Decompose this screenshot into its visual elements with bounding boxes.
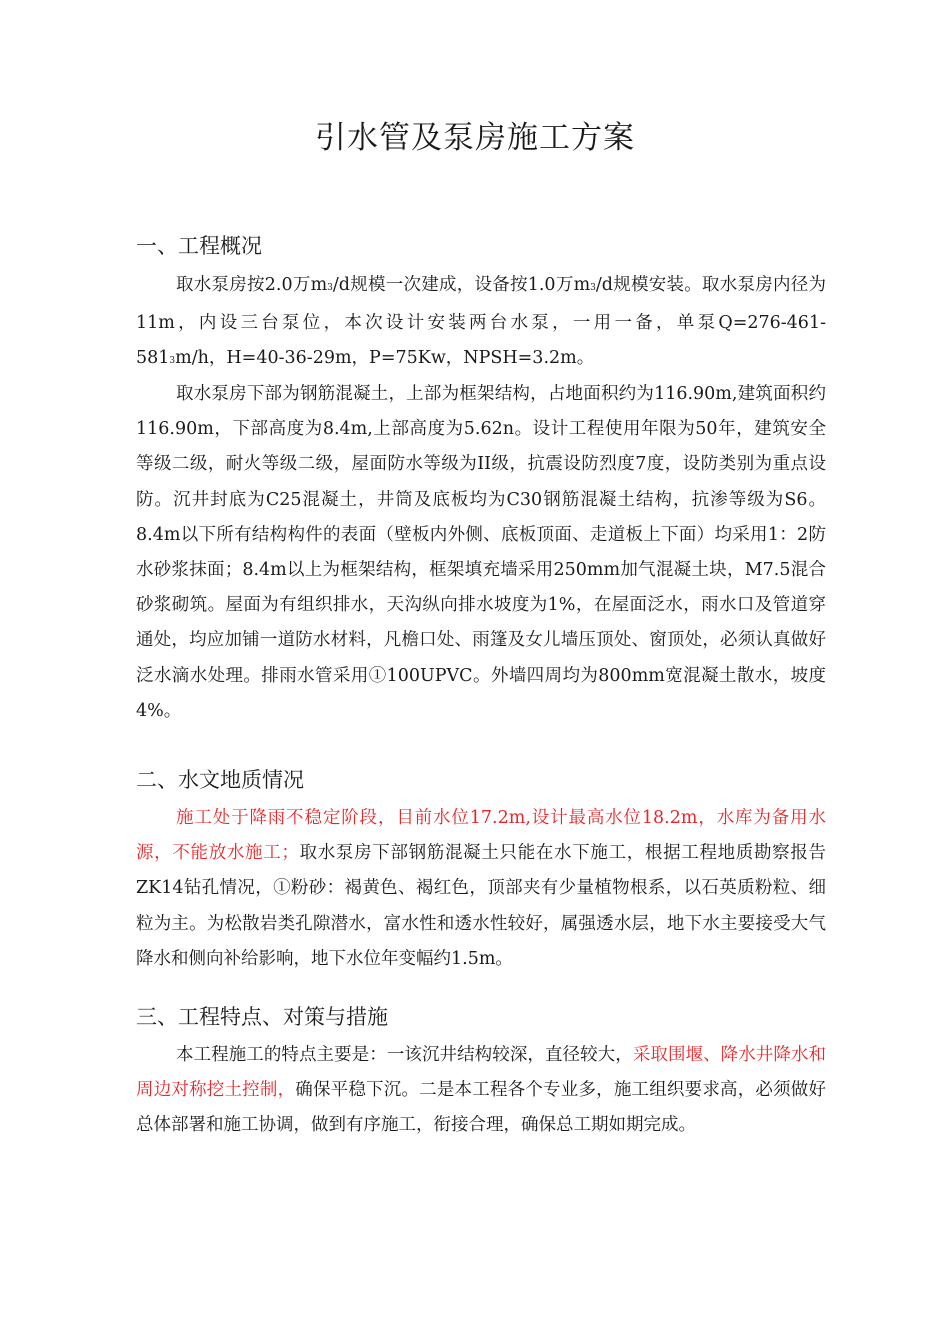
section-2-paragraph-1: [136, 801, 826, 977]
text-run: 取水泵房下部为钢筋混凝土，上部为框架结构，占地面积约为116.90m,建筑面积约116.90m，下部高度为8.4m,上部高度为5.62n。设计工程使用年限为50年，建筑安全等级二级，耐火等级二级，屋面防水等级为II级，抗震设防烈度7度，设防类别为重点设防。沉井封底为C25混凝土，井筒及底板均为C30钢筋混凝土结构，抗渗等级为S6。8.4m以下所有结构构件的表面（壁板内外侧、底板顶面、走道板上下面）均采用1：2防水砂浆抹面；8.4m以上为框架结构，框架填充墙采用250mm加气混凝土块，M7.5混合砂浆砌筑。屋面为有组织排水，天沟纵向排水坡度为1%，在屋面泛水，雨水口及管道穿通处，均应加铺一道防水材料，凡檐口处、雨篷及女儿墙压顶处、窗顶处，必须认真做好泛水滴水处理。排雨水管采用①100UPVC。外墙四周均为800mm宽混凝土散水，坡度4%。: [136, 384, 826, 721]
section-3-paragraph-1: [136, 1038, 826, 1144]
unit-subscript: 3: [590, 283, 596, 293]
highlighted-text: 采取围堰、降水井降水和周边对称挖土控制，: [136, 1045, 827, 1101]
section-heading-1: 一、工程概况: [136, 234, 262, 258]
text-run: m/h，H=40-36-29m，P=75Kw，NPSH=3.2m。: [175, 348, 595, 369]
section-1-paragraph-1: [136, 268, 826, 380]
highlighted-text: 施工处于降雨不稳定阶段，目前水位17.2m,设计最高水位18.2m，水库为备用水源，不能放水施工；: [136, 808, 826, 864]
text-run: /d规模安装。取水泵房内径为11m，内设三台泵位，本次设计安装两台水泵，一用一备，单泵Q=276-461-581: [136, 275, 826, 369]
unit-subscript: 3: [327, 283, 333, 293]
unit-subscript: 3: [169, 356, 176, 367]
section-heading-2: 二、水文地质情况: [136, 768, 304, 792]
text-run: 本工程施工的特点主要是：一该沉井结构较深，直径较大，: [176, 1045, 633, 1065]
text-run: 取水泵房下部钢筋混凝土只能在水下施工，根据工程地质勘察报告ZK14钻孔情况，①粉砂：褐黄色、褐红色，顶部夹有少量植物根系，以石英质粉粒、细粒为主。为松散岩类孔隙潜水，富水性和透水性较好，属强透水层，地下水主要接受大气降水和侧向补给影响，地下水位年变幅约1.5m。: [136, 843, 826, 969]
text-run: /d规模一次建成，设备按1.0万m: [332, 275, 591, 295]
document-title: 引水管及泵房施工方案: [315, 120, 635, 156]
section-heading-3: 三、工程特点、对策与措施: [136, 1005, 388, 1029]
text-run: 确保平稳下沉。二是本工程各个专业多，施工组织要求高，必须做好总体部署和施工协调，做到有序施工，衔接合理，确保总工期如期完成。: [136, 1080, 827, 1136]
text-run: 取水泵房按2.0万m: [176, 275, 328, 295]
section-1-paragraph-2: [136, 377, 826, 729]
